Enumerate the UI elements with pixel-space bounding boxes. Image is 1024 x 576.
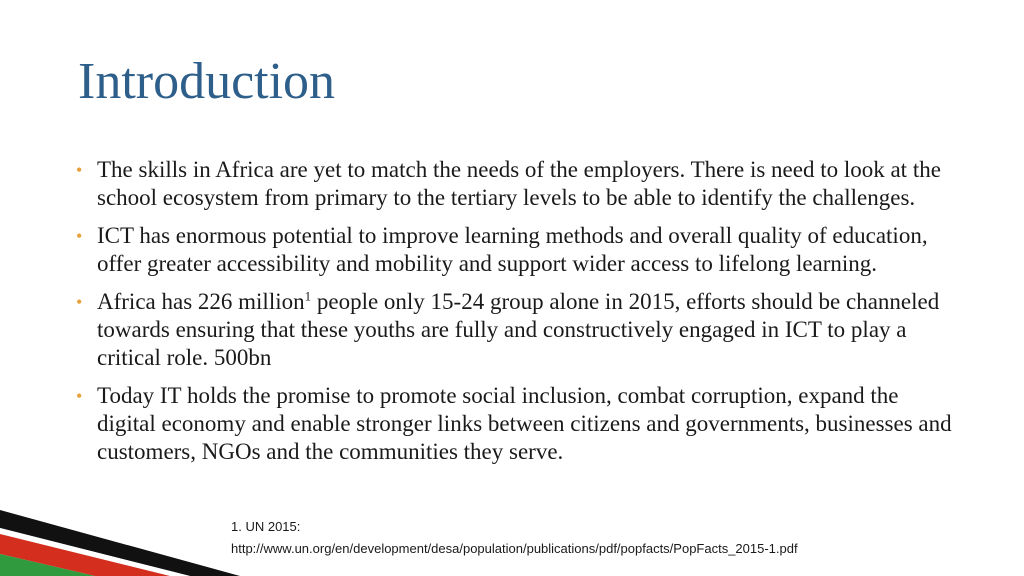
bullet-item bbox=[76, 156, 956, 212]
bullet-text: Today IT holds the promise to promote social inclusion, combat corruption, expand the digital economy and enable stronger links between citizens and governments, businesses and customers, NGOs and the communities they serve. bbox=[97, 383, 952, 464]
bullet-item bbox=[76, 288, 956, 372]
bullet-dot-icon: • bbox=[76, 292, 83, 312]
bullet-text-before: Africa has 226 million bbox=[97, 289, 305, 314]
bullet-text: The skills in Africa are yet to match the needs of the employers. There is need to look at the school ecosystem from primary to the tertiary levels to be able to identify the challenges. bbox=[97, 157, 941, 210]
footnote bbox=[231, 516, 911, 560]
bullet-dot-icon: • bbox=[76, 386, 83, 406]
footnote-url: http://www.un.org/en/development/desa/population/publications/pdf/popfacts/PopFacts_2015-1.pdf bbox=[231, 541, 798, 556]
bullet-text-after: people only 15-24 group alone in 2015, efforts should be channeled towards ensuring that these youths are fully and constructively engaged in ICT to play a critical role. 500bn bbox=[97, 289, 940, 370]
bullet-item bbox=[76, 222, 956, 278]
footnote-label: 1. UN 2015: bbox=[231, 519, 301, 534]
bullet-text: ICT has enormous potential to improve learning methods and overall quality of education, offer greater accessibility and mobility and support wider access to lifelong learning. bbox=[97, 223, 928, 276]
bullet-dot-icon: • bbox=[76, 160, 83, 180]
slide-title: Introduction bbox=[78, 53, 336, 110]
bullet-list bbox=[76, 156, 956, 476]
flag-stripes-icon bbox=[0, 500, 240, 576]
bullet-dot-icon: • bbox=[76, 226, 83, 246]
bullet-item bbox=[76, 382, 956, 466]
footnote-reference: 1 bbox=[304, 288, 312, 304]
